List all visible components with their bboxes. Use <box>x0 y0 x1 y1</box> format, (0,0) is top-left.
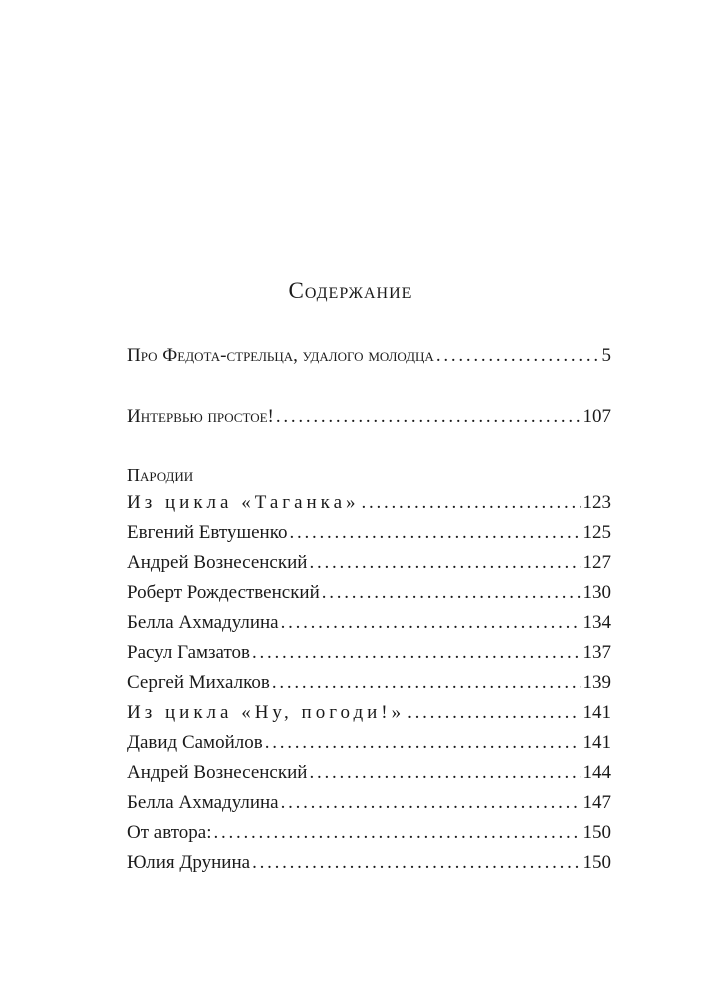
toc-entry[interactable] <box>127 730 611 756</box>
toc-entry-title: Сергей Михалков <box>127 672 270 693</box>
toc-page-number: 141 <box>582 732 611 753</box>
toc-page-number: 5 <box>601 345 611 366</box>
toc-entry-title: Роберт Рождественский <box>127 582 320 603</box>
toc-leader-dots <box>281 610 581 636</box>
toc-entry[interactable] <box>127 640 611 666</box>
toc-page-number: 139 <box>582 672 611 693</box>
toc-entry-title: Интервью простое! <box>127 406 274 427</box>
toc-entry[interactable] <box>127 520 611 546</box>
toc-leader-dots <box>213 820 580 846</box>
toc-entry-title: Андрей Вознесенский <box>127 552 308 573</box>
toc-leader-dots <box>289 520 580 546</box>
toc-entry-title: Из цикла «Ну, погоди!» <box>127 702 406 723</box>
toc-entry-title: Юлия Друнина <box>127 852 251 873</box>
toc-page-number: 147 <box>582 792 611 813</box>
toc-leader-dots <box>265 730 581 756</box>
toc-entry[interactable] <box>127 850 611 876</box>
toc-page-number: 127 <box>582 552 611 573</box>
toc-entry[interactable] <box>127 404 611 430</box>
toc-entry[interactable] <box>127 760 611 786</box>
toc-page-number: 125 <box>582 522 611 543</box>
toc-entry-title: Расул Гамзатов <box>127 642 251 663</box>
toc-entry-title: От автора: <box>127 822 212 843</box>
toc-leader-dots <box>281 790 581 816</box>
toc-entry[interactable] <box>127 790 611 816</box>
toc-entry[interactable] <box>127 550 611 576</box>
toc-entry-title: Евгений Евтушенко <box>127 522 288 543</box>
toc-entry[interactable] <box>127 610 611 636</box>
section-heading: Пародии <box>127 465 194 485</box>
toc-page-number: 137 <box>582 642 611 663</box>
toc-entry-title: Давид Самойлов <box>127 732 263 753</box>
toc-leader-dots <box>272 670 581 696</box>
toc-leader-dots <box>407 700 580 726</box>
toc-page-number: 141 <box>582 702 611 723</box>
toc-leader-dots <box>309 760 580 786</box>
toc-leader-dots <box>322 580 581 606</box>
toc-entry[interactable] <box>127 343 611 369</box>
toc-page-number: 150 <box>582 822 611 843</box>
toc-entry[interactable] <box>127 490 611 516</box>
toc-leader-dots <box>252 850 580 876</box>
toc-entry[interactable] <box>127 580 611 606</box>
toc-page-number: 107 <box>582 406 611 427</box>
toc-page-number: 134 <box>582 612 611 633</box>
toc-leader-dots <box>276 404 581 430</box>
toc-entry-title: Андрей Вознесенский <box>127 762 308 783</box>
toc-entry-title: Белла Ахмадулина <box>127 792 279 813</box>
toc-leader-dots <box>362 490 581 516</box>
toc-page-number: 123 <box>582 492 611 513</box>
page-title: Содержание <box>288 278 413 303</box>
toc-page-number: 150 <box>582 852 611 873</box>
toc-entry[interactable] <box>127 700 611 726</box>
toc-leader-dots <box>252 640 580 666</box>
toc-entry[interactable] <box>127 670 611 696</box>
toc-entry[interactable] <box>127 820 611 846</box>
toc-entry-title: Из цикла «Таганка» <box>127 492 360 513</box>
toc-page-number: 144 <box>582 762 611 783</box>
toc-entry-title: Про Федота-стрельца, удалого молодца <box>127 345 434 366</box>
toc-leader-dots <box>436 343 600 369</box>
toc-leader-dots <box>309 550 580 576</box>
toc-page-number: 130 <box>582 582 611 603</box>
toc-entry-title: Белла Ахмадулина <box>127 612 279 633</box>
